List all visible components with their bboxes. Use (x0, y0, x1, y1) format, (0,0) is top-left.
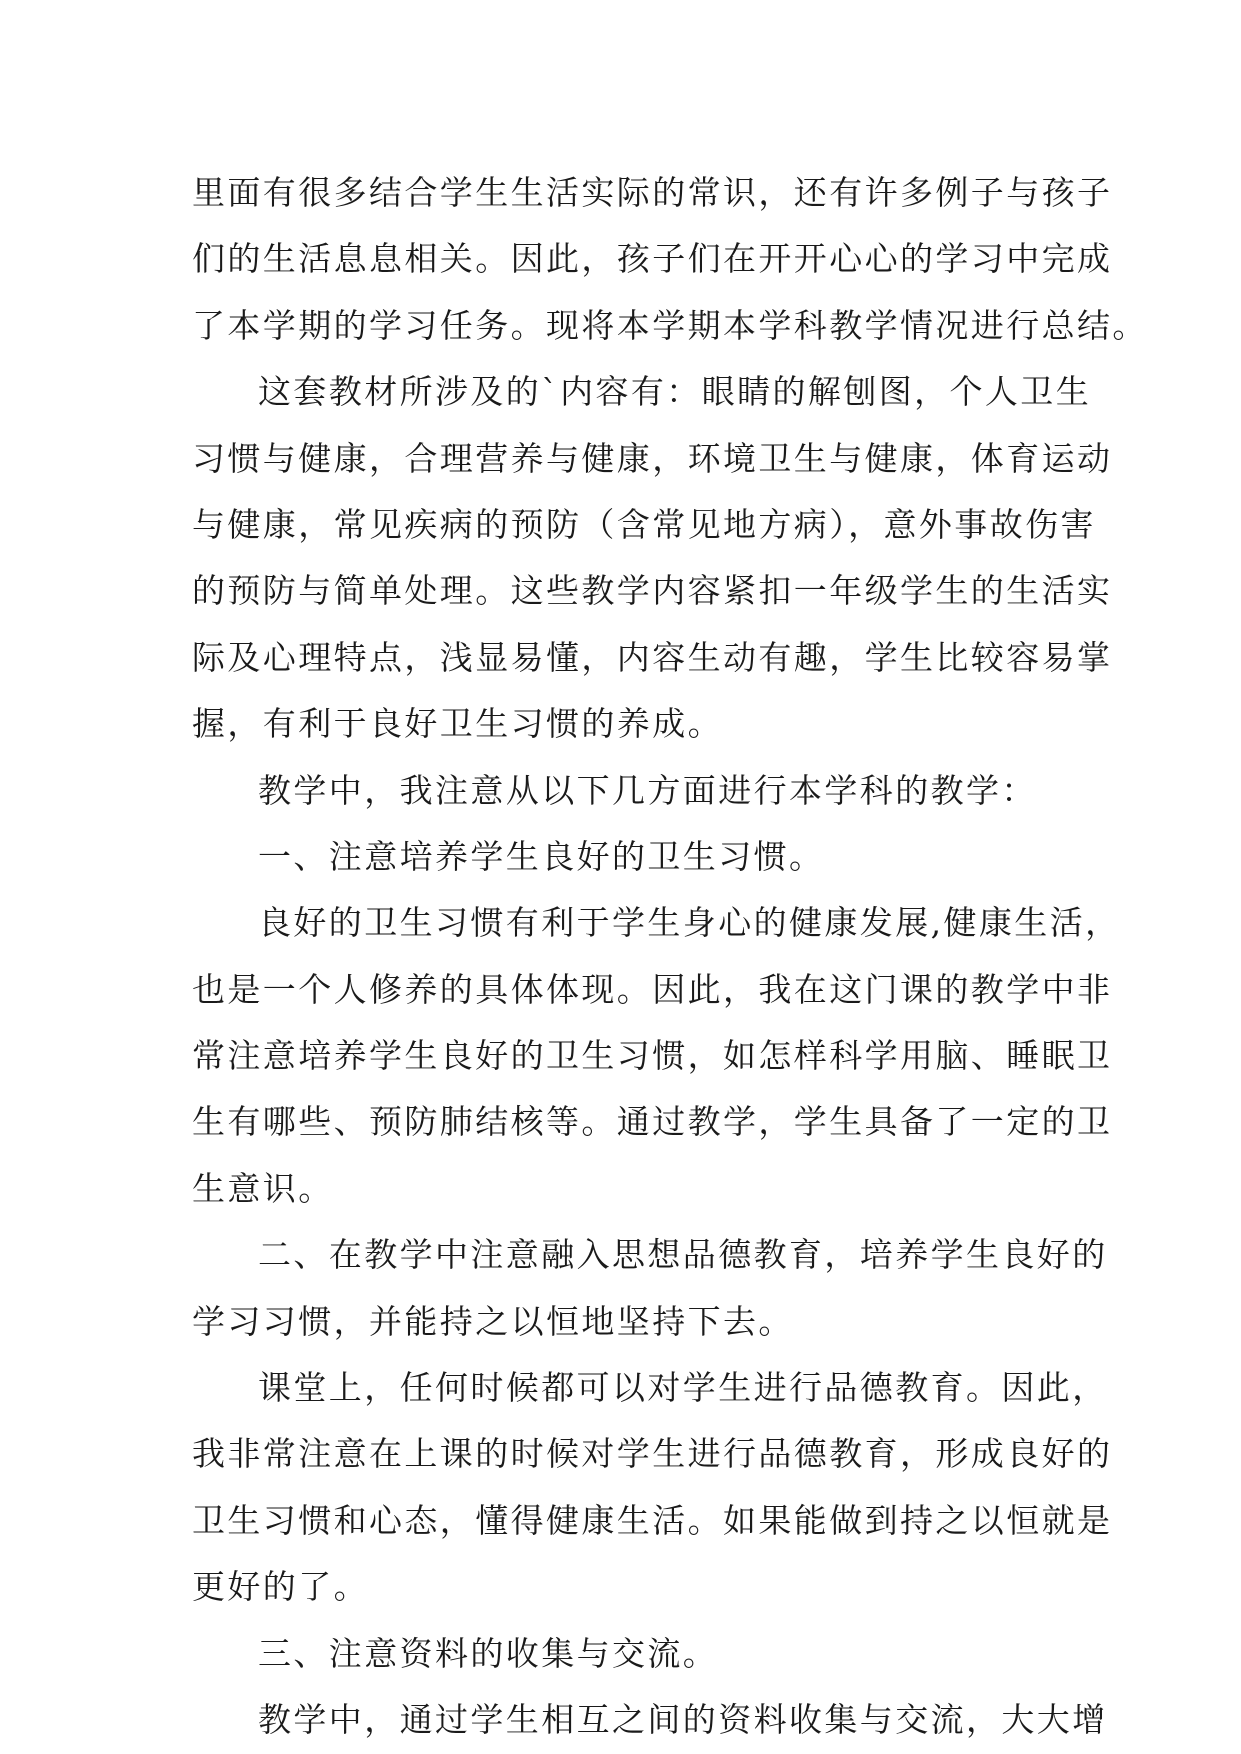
text-line: 生意识。 (192, 1168, 334, 1208)
paragraph-start: 课堂上，任何时候都可以对学生进行品德教育。因此， (258, 1368, 1108, 1408)
text-line: 生有哪些、预防肺结核等。通过教学，学生具备了一定的卫 (192, 1102, 1113, 1142)
section-heading: 一、注意培养学生良好的卫生习惯。 (258, 836, 825, 876)
text-line: 更好的了。 (192, 1567, 369, 1607)
text-line: 习惯与健康，合理营养与健康，环境卫生与健康，体育运动 (192, 438, 1113, 478)
text-line: 的预防与简单处理。这些教学内容紧扣一年级学生的生活实 (192, 571, 1113, 611)
text-line: 卫生习惯和心态，懂得健康生活。如果能做到持之以恒就是 (192, 1500, 1113, 1540)
text-line: 里面有很多结合学生生活实际的常识，还有许多例子与孩子 (192, 173, 1113, 212)
text-line: 们的生活息息相关。因此，孩子们在开开心心的学习中完成 (192, 239, 1113, 279)
paragraph-start: 教学中，通过学生相互之间的资料收集与交流，大大增 (258, 1699, 1108, 1739)
paragraph-start: 这套教材所涉及的`内容有：眼睛的解刨图，个人卫生 (258, 372, 1092, 412)
body-text (192, 160, 1148, 1753)
text-line: 了本学期的学习任务。现将本学期本学科教学情况进行总结。 (192, 305, 1148, 345)
paragraph-start: 良好的卫生习惯有利于学生身心的健康发展,健康生活， (258, 903, 1121, 943)
section-heading: 三、注意资料的收集与交流。 (258, 1633, 719, 1673)
text-line: 常注意培养学生良好的卫生习惯，如怎样科学用脑、睡眠卫 (192, 1036, 1113, 1076)
paragraph-start: 教学中，我注意从以下几方面进行本学科的教学： (258, 770, 1037, 810)
text-line: 握，有利于良好卫生习惯的养成。 (192, 704, 723, 744)
text-line: 我非常注意在上课的时候对学生进行品德教育，形成良好的 (192, 1434, 1113, 1474)
text-line: 也是一个人修养的具体体现。因此，我在这门课的教学中非 (192, 969, 1113, 1009)
text-line: 学习习惯，并能持之以恒地坚持下去。 (192, 1301, 794, 1341)
section-heading: 二、在教学中注意融入思想品德教育，培养学生良好的 (258, 1235, 1108, 1275)
text-line: 与健康，常见疾病的预防（含常见地方病），意外事故伤害 (192, 504, 1096, 544)
text-line: 际及心理特点，浅显易懂，内容生动有趣，学生比较容易掌 (192, 637, 1113, 677)
